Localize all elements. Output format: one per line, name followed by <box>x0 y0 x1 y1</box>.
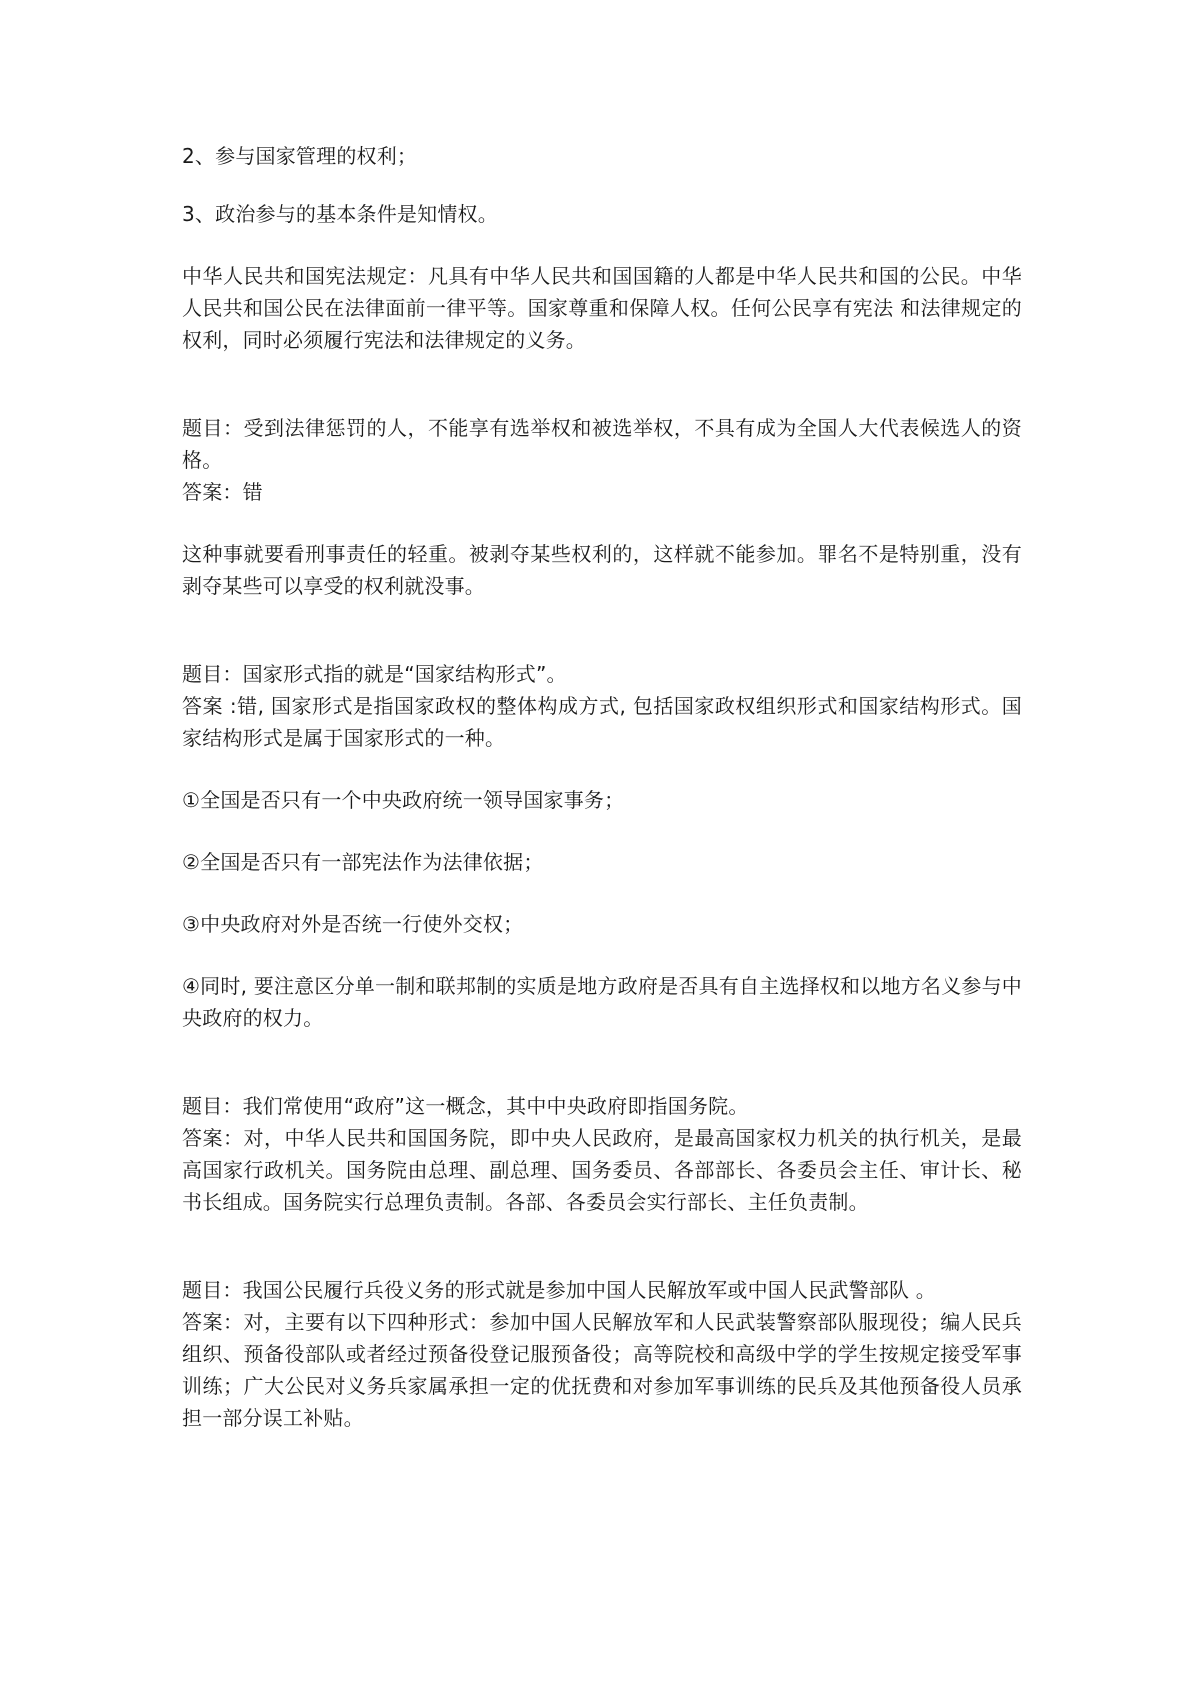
list-item-1: ①全国是否只有一个中央政府统一领导国家事务； <box>182 788 625 812</box>
explanation-1: 这种事就要看刑事责任的轻重。被剥夺某些权利的，这样就不能参加。罪名不是特别重，没有剥夺某些可以享受的权利就没事。 <box>182 542 1022 598</box>
list-item-2: ②全国是否只有一部宪法作为法律依据； <box>182 850 544 874</box>
spacer <box>182 754 1022 784</box>
spacer <box>182 940 1022 970</box>
spacer <box>182 602 1022 658</box>
paragraph-right-to-know: 3、政治参与的基本条件是知情权。 <box>182 202 498 226</box>
answer-4: 答案：对，主要有以下四种形式：参加中国人民解放军和人民武装警察部队服现役；编人民兵组织、预备役部队或者经过预备役登记服预备役；高等院校和高级中学的学生按规定接受军事训练；广大公民对义务兵家属承担一定的优抚费和对参加军事训练的民兵及其他预备役人员承担一部分误工补贴。 <box>182 1310 1022 1430</box>
spacer <box>182 1218 1022 1274</box>
list-item-3: ③中央政府对外是否统一行使外交权； <box>182 912 524 936</box>
paragraph-constitution: 中华人民共和国宪法规定：凡具有中华人民共和国国籍的人都是中华人民共和国的公民。中华人民共和国公民在法律面前一律平等。国家尊重和保障人权。任何公民享有宪法 和法律规定的权利，同时必须履行宪法和法律规定的义务。 <box>182 264 1022 352</box>
spacer <box>182 816 1022 846</box>
answer-2: 答案 :错, 国家形式是指国家政权的整体构成方式, 包括国家政权组织形式和国家结构形式。国家结构形式是属于国家形式的一种。 <box>182 694 1022 750</box>
spacer <box>182 356 1022 412</box>
spacer <box>182 878 1022 908</box>
list-item-4: ④同时, 要注意区分单一制和联邦制的实质是地方政府是否具有自主选择权和以地方名义参与中央政府的权力。 <box>182 974 1022 1030</box>
question-1: 题目：受到法律惩罚的人，不能享有选举权和被选举权，不具有成为全国人大代表候选人的资格。 <box>182 416 1022 472</box>
paragraph-right-participation: 2、参与国家管理的权利； <box>182 144 418 168</box>
question-4: 题目：我国公民履行兵役义务的形式就是参加中国人民解放军或中国人民武警部队 。 <box>182 1278 936 1302</box>
answer-1: 答案：错 <box>182 480 263 504</box>
question-3: 题目：我们常使用“政府”这一概念，其中中央政府即指国务院。 <box>182 1094 749 1118</box>
answer-3: 答案：对，中华人民共和国国务院，即中央人民政府，是最高国家权力机关的执行机关，是最高国家行政机关。国务院由总理、副总理、国务委员、各部部长、各委员会主任、审计长、秘书长组成。国务院实行总理负责制。各部、各委员会实行部长、主任负责制。 <box>182 1126 1022 1214</box>
spacer <box>182 172 1022 198</box>
document-page <box>182 140 1022 1434</box>
spacer <box>182 508 1022 538</box>
spacer <box>182 230 1022 260</box>
question-2: 题目：国家形式指的就是“国家结构形式”。 <box>182 662 567 686</box>
spacer <box>182 1034 1022 1090</box>
